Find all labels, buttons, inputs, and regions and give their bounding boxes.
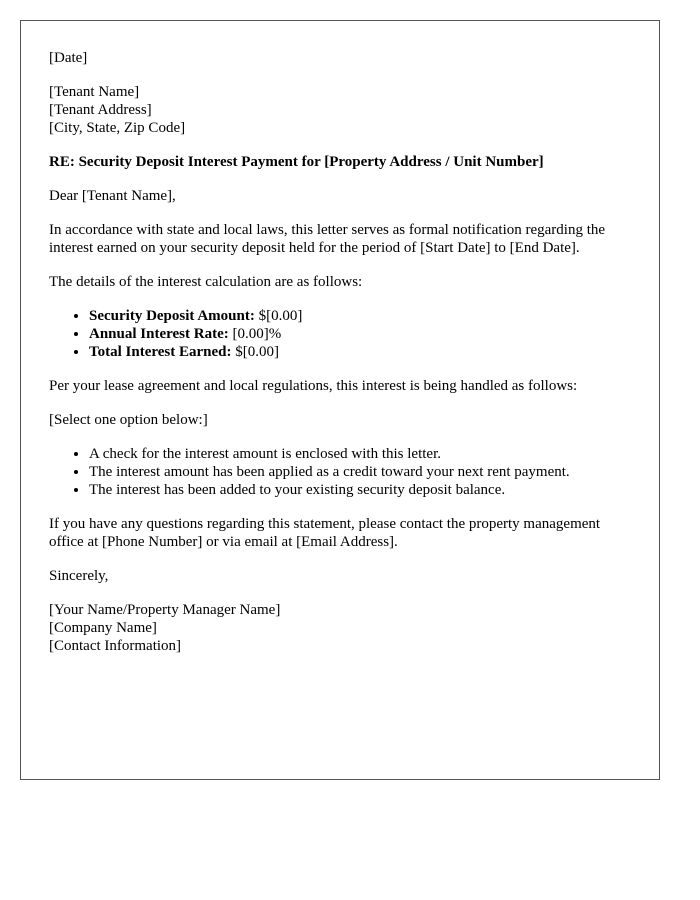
recipient-address-block — [49, 83, 631, 137]
detail-label: Security Deposit Amount: — [89, 308, 255, 324]
letter-page — [20, 20, 660, 780]
handling-intro: Per your lease agreement and local regulations, this interest is being handled as follows: — [49, 378, 578, 394]
detail-label: Annual Interest Rate: — [89, 326, 229, 342]
options-list — [49, 445, 631, 499]
recipient-name: [Tenant Name] — [49, 84, 140, 100]
signature-name: [Your Name/Property Manager Name] — [49, 602, 281, 618]
detail-item-total-interest — [89, 343, 631, 361]
details-intro: The details of the interest calculation are as follows: — [49, 274, 363, 290]
option-item: • A check for the interest amount is enclosed with this letter. — [89, 445, 631, 463]
detail-value: [0.00]% — [232, 326, 282, 342]
detail-value: $[0.00] — [258, 308, 303, 324]
detail-item-deposit-amount — [89, 307, 631, 325]
signature-block — [49, 601, 631, 655]
option-prompt: [Select one option below:] — [49, 412, 208, 428]
signature-company: [Company Name] — [49, 620, 157, 636]
salutation: Dear [Tenant Name], — [49, 188, 176, 204]
option-item: • The interest has been added to your existing security deposit balance. — [89, 481, 631, 499]
recipient-address: [Tenant Address] — [49, 102, 152, 118]
detail-item-interest-rate — [89, 325, 631, 343]
subject-line: RE: Security Deposit Interest Payment for [Property Address / Unit Number] — [49, 154, 544, 170]
intro-paragraph: In accordance with state and local laws, this letter serves as formal notification regarding the interest earned on your security deposit held for the period of [Start Date] to [End Date]. — [49, 222, 606, 256]
option-item: • The interest amount has been applied as a credit toward your next rent payment. — [89, 463, 631, 481]
details-list — [49, 307, 631, 361]
questions-paragraph: If you have any questions regarding this statement, please contact the property management office at [Phone Number] or via email at [Email Address]. — [49, 516, 601, 550]
recipient-city-state-zip: [City, State, Zip Code] — [49, 120, 186, 136]
detail-label: Total Interest Earned: — [89, 344, 232, 360]
signature-contact: [Contact Information] — [49, 638, 182, 654]
letter-date: [Date] — [49, 50, 88, 66]
detail-value: $[0.00] — [235, 344, 279, 360]
closing: Sincerely, — [49, 568, 109, 584]
